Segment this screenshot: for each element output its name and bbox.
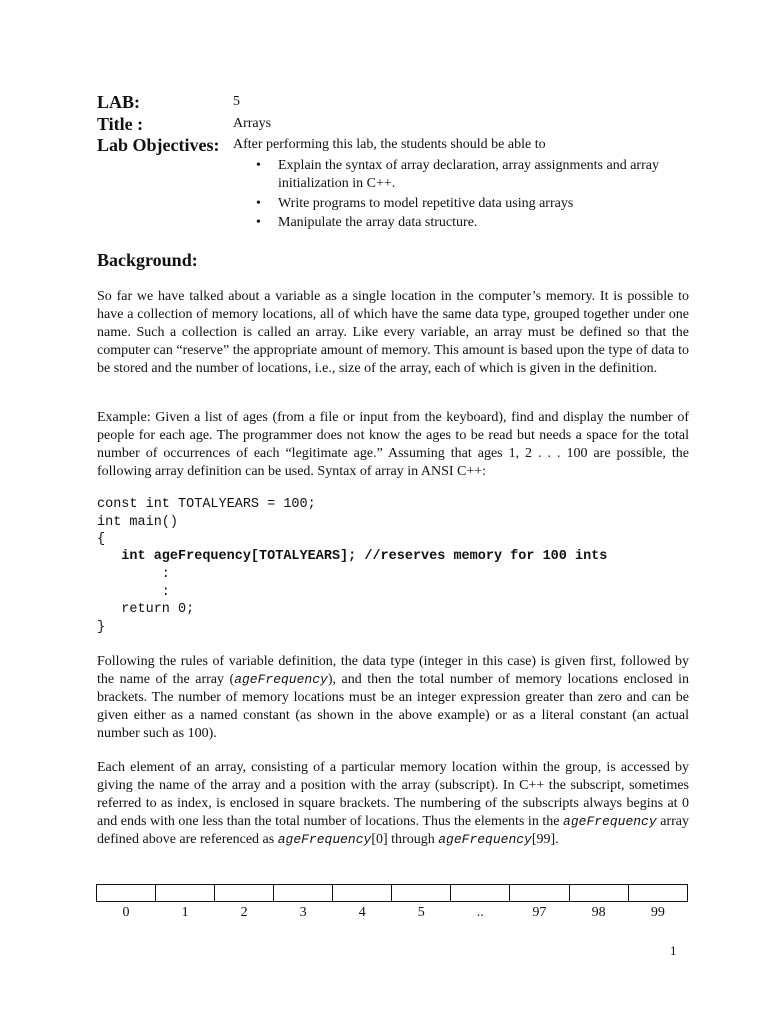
array-index-label: 98: [591, 905, 606, 920]
objectives-label: Lab Objectives:: [97, 135, 220, 155]
array-cell: [156, 885, 215, 902]
title-value: Arrays: [233, 116, 272, 131]
code-line-7: return 0;: [97, 602, 195, 617]
bullet-icon: •: [256, 195, 261, 211]
array-index-label: 1: [181, 905, 189, 920]
code-line-6: :: [97, 584, 170, 600]
array-cell: [274, 885, 333, 902]
subscript-text-2: array defined above are referenced as: [97, 814, 689, 847]
inline-code: ageFrequency: [234, 672, 328, 687]
array-indices-row: [97, 902, 688, 923]
objective-text: Write programs to model repetitive data using arrays: [278, 195, 574, 211]
code-line-2: int main(): [97, 514, 179, 530]
array-index-label: 99: [650, 905, 665, 920]
background-heading: Background:: [97, 250, 198, 270]
array-index-label: 97: [532, 905, 547, 920]
objectives-intro: After performing this lab, the students should be able to: [233, 137, 546, 152]
array-cell: [215, 885, 274, 902]
array-index-label: 0: [122, 905, 130, 920]
array-cell: [392, 885, 451, 902]
inline-code: ageFrequency: [438, 832, 532, 847]
page-number: 1: [670, 943, 677, 958]
objective-text: Manipulate the array data structure.: [278, 215, 478, 230]
array-cell: [451, 885, 510, 902]
array-index-label: ..: [476, 905, 484, 920]
code-line-1: const int TOTALYEARS = 100;: [97, 497, 316, 512]
inline-code: ageFrequency: [563, 814, 657, 829]
inline-code: ageFrequency: [277, 832, 372, 847]
array-cell: [97, 885, 156, 902]
code-line-3: {: [97, 532, 106, 547]
subscript-text-4: [99].: [531, 832, 559, 847]
objective-text: Explain the syntax of array declaration, array assignments and array initialization in C++.: [278, 158, 659, 191]
code-line-4: int ageFrequency[TOTALYEARS]; //reserves memory for 100 ints: [97, 549, 608, 564]
title-label: Title :: [97, 114, 144, 134]
array-index-label: 2: [240, 905, 248, 920]
array-cell: [569, 885, 628, 902]
array-index-label: 4: [358, 905, 366, 920]
background-paragraph-1: So far we have talked about a variable as a single location in the computer’s memory. It is possible to have a collection of memory locations, all of which have the same data type, grouped together under one name. Such a collection is called an array. Like every variable, an array must be defined so that the computer can “reserve” the appropriate amount of memory. This amount is based upon the type of data to be stored and the number of locations, i.e., size of the array, each of which is given in the definition.: [97, 289, 689, 376]
definition-paragraph: [97, 653, 689, 743]
subscript-text-3: [0] through: [371, 832, 439, 847]
definition-text-2: ), and then the total number of memory locations enclosed in brackets. The number of memory locations must be an integer expression greater than zero and can be given either as a named constant (as shown in the above example) or as a literal constant (an actual number such as 100).: [97, 672, 689, 741]
lab-label: LAB:: [97, 92, 141, 112]
bullet-icon: •: [256, 158, 261, 173]
objective-item: [256, 214, 696, 232]
array-cell: [333, 885, 392, 902]
subscript-text-1: Each element of an array, consisting of a particular memory location within the group, is accessed by giving the name of the array and a position with the array (subscript). In C++ the subscript, sometimes referred to as index, is enclosed in square brackets. The numbering of the subscripts always begins at 0 and ends with one less than the total number of locations. Thus the elements in the: [97, 760, 689, 829]
array-cell: [628, 885, 687, 902]
array-cells-row: [97, 885, 688, 902]
objectives-list: [256, 157, 696, 234]
objective-item: [256, 157, 696, 193]
array-index-label: 5: [417, 905, 425, 920]
array-index-label: 3: [299, 905, 307, 920]
lab-value: 5: [233, 94, 240, 109]
code-line-8: }: [97, 619, 106, 635]
code-line-5: :: [97, 567, 170, 582]
array-cell: [510, 885, 569, 902]
bullet-icon: •: [256, 215, 261, 230]
array-diagram: [96, 884, 688, 922]
subscript-paragraph: [97, 759, 689, 849]
objective-item: [256, 195, 696, 213]
background-paragraph-2: Example: Given a list of ages (from a file or input from the keyboard), find and display the number of people for each age. The programmer does not know the ages to be read but needs a space for the total number of occurrences of each “legitimate age.” Assuming that ages 1, 2 . . . 100 are possible, the following array definition can be used. Syntax of array in ANSI C++:: [97, 410, 689, 479]
definition-text-1: Following the rules of variable definition, the data type (integer in this case) is given first, followed by the name of the array (: [97, 654, 689, 687]
